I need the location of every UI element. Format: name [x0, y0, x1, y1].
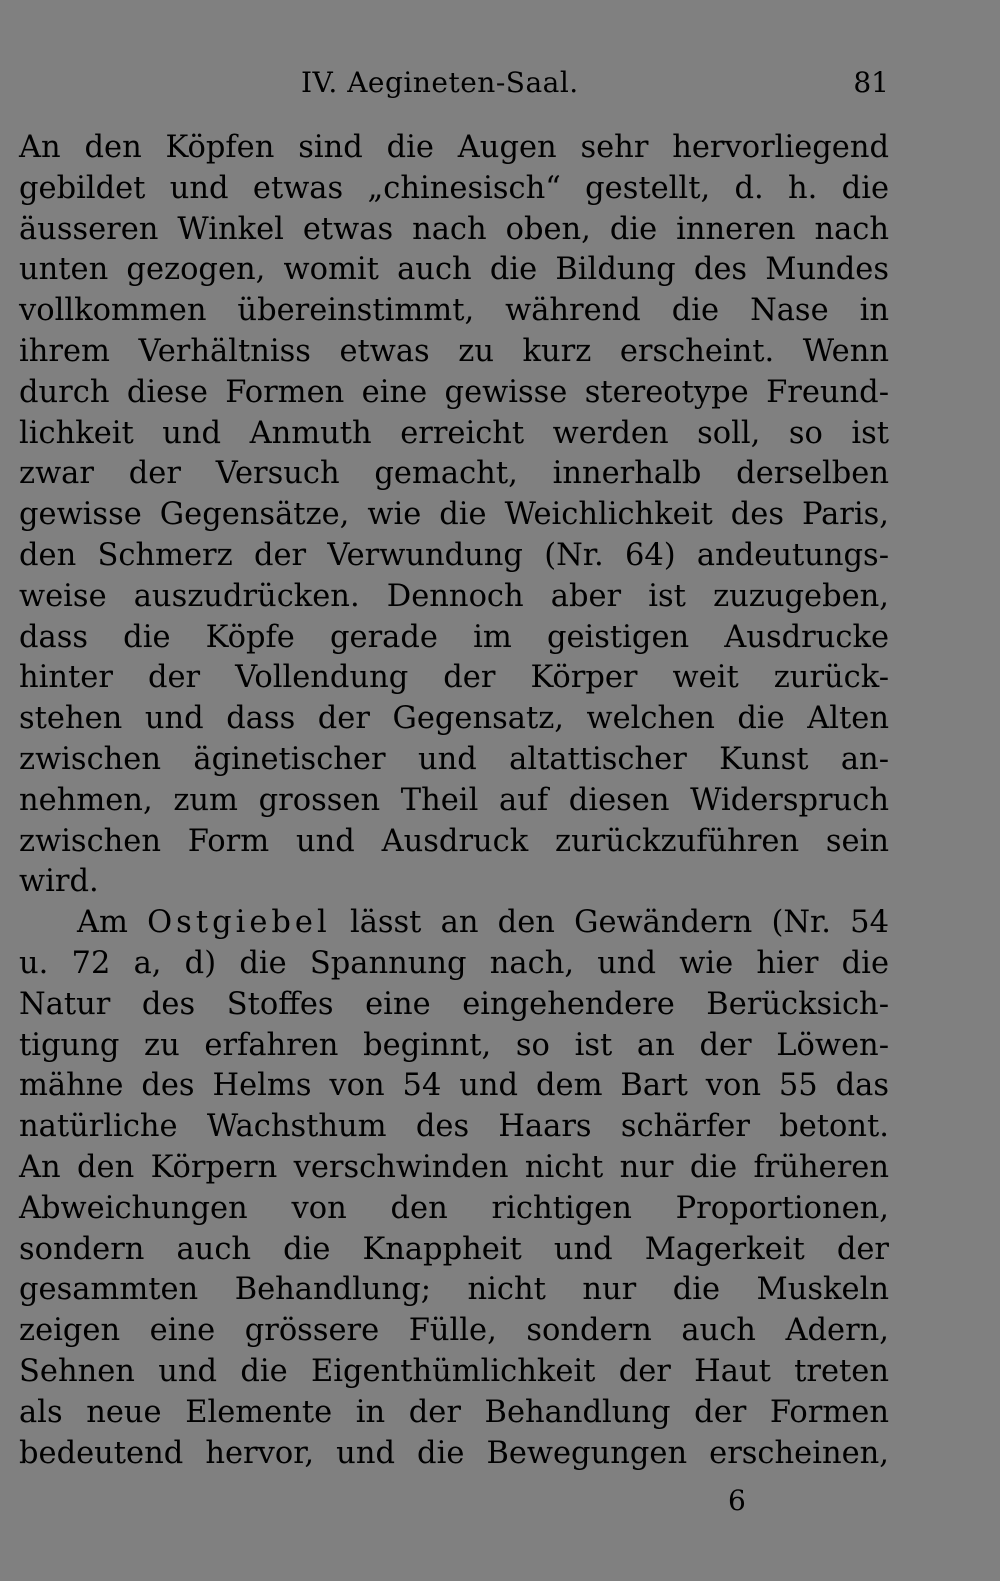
text-line: vollkommen übereinstimmt, während die Nase in	[19, 293, 889, 329]
text-line: tigung zu erfahren beginnt, so ist an der Löwen-	[19, 1027, 889, 1063]
text-line: Sehnen und die Eigenthümlichkeit der Haut treten	[19, 1353, 889, 1389]
text-line: wird.	[19, 864, 99, 900]
text-line: äusseren Winkel etwas nach oben, die inneren nach	[19, 211, 889, 247]
text-line: zeigen eine grössere Fülle, sondern auch Adern,	[19, 1313, 889, 1349]
text-line: Abweichungen von den richtigen Proportionen,	[19, 1190, 889, 1226]
text-line: unten gezogen, womit auch die Bildung des Mundes	[19, 252, 889, 288]
text-line: zwischen Form und Ausdruck zurückzuführen sein	[19, 823, 889, 859]
text-line: bedeutend hervor, und die Bewegungen erscheinen,	[19, 1435, 889, 1471]
text-line: gewisse Gegensätze, wie die Weichlichkeit des Paris,	[19, 497, 889, 533]
paragraph-2	[19, 903, 889, 1474]
text-fragment: lässt an den Gewändern (Nr. 54	[330, 905, 889, 941]
text-line: An den Körpern verschwinden nicht nur die früheren	[19, 1149, 889, 1185]
body-text	[19, 128, 889, 1474]
text-line: dass die Köpfe gerade im geistigen Ausdrucke	[19, 619, 889, 655]
text-line: gesammten Behandlung; nicht nur die Muskeln	[19, 1272, 889, 1308]
book-page	[19, 62, 889, 1474]
text-line: gebildet und etwas „chinesisch“ gestellt, d. h. die	[19, 170, 889, 206]
text-line: lichkeit und Anmuth erreicht werden soll, so ist	[19, 415, 889, 451]
text-fragment: Am	[77, 905, 148, 941]
text-line: hinter der Vollendung der Körper weit zurück-	[19, 660, 889, 696]
text-line: mähne des Helms von 54 und dem Bart von 55 das	[19, 1068, 889, 1104]
page-number: 81	[853, 66, 889, 99]
text-line: als neue Elemente in der Behandlung der Formen	[19, 1394, 889, 1430]
text-line: natürliche Wachsthum des Haars schärfer betont.	[19, 1109, 889, 1145]
paragraph-1	[19, 128, 889, 903]
running-head-title: IV. Aegineten-Saal.	[301, 66, 579, 99]
text-line: nehmen, zum grossen Theil auf diesen Widerspruch	[19, 782, 889, 818]
text-line: Natur des Stoffes eine eingehendere Berücksich-	[19, 986, 889, 1022]
text-line: den Schmerz der Verwundung (Nr. 64) andeutungs-	[19, 537, 889, 573]
text-line: zwischen äginetischer und altattischer Kunst an-	[19, 741, 889, 777]
text-line	[19, 903, 889, 944]
text-line: stehen und dass der Gegensatz, welchen die Alten	[19, 701, 889, 737]
text-line: An den Köpfen sind die Augen sehr hervorliegend	[19, 130, 889, 165]
printer-signature: 6	[728, 1484, 746, 1517]
text-line: ihrem Verhältniss etwas zu kurz erscheint. Wenn	[19, 333, 889, 369]
text-line: sondern auch die Knappheit und Magerkeit der	[19, 1231, 889, 1267]
text-line: zwar der Versuch gemacht, innerhalb derselben	[19, 456, 889, 492]
text-line: u. 72 a, d) die Spannung nach, und wie hier die	[19, 945, 889, 981]
text-line: durch diese Formen eine gewisse stereotype Freund-	[19, 374, 889, 410]
emphasized-word: Ostgiebel	[147, 905, 331, 941]
running-head	[19, 62, 889, 104]
text-line: weise auszudrücken. Dennoch aber ist zuzugeben,	[19, 578, 889, 614]
